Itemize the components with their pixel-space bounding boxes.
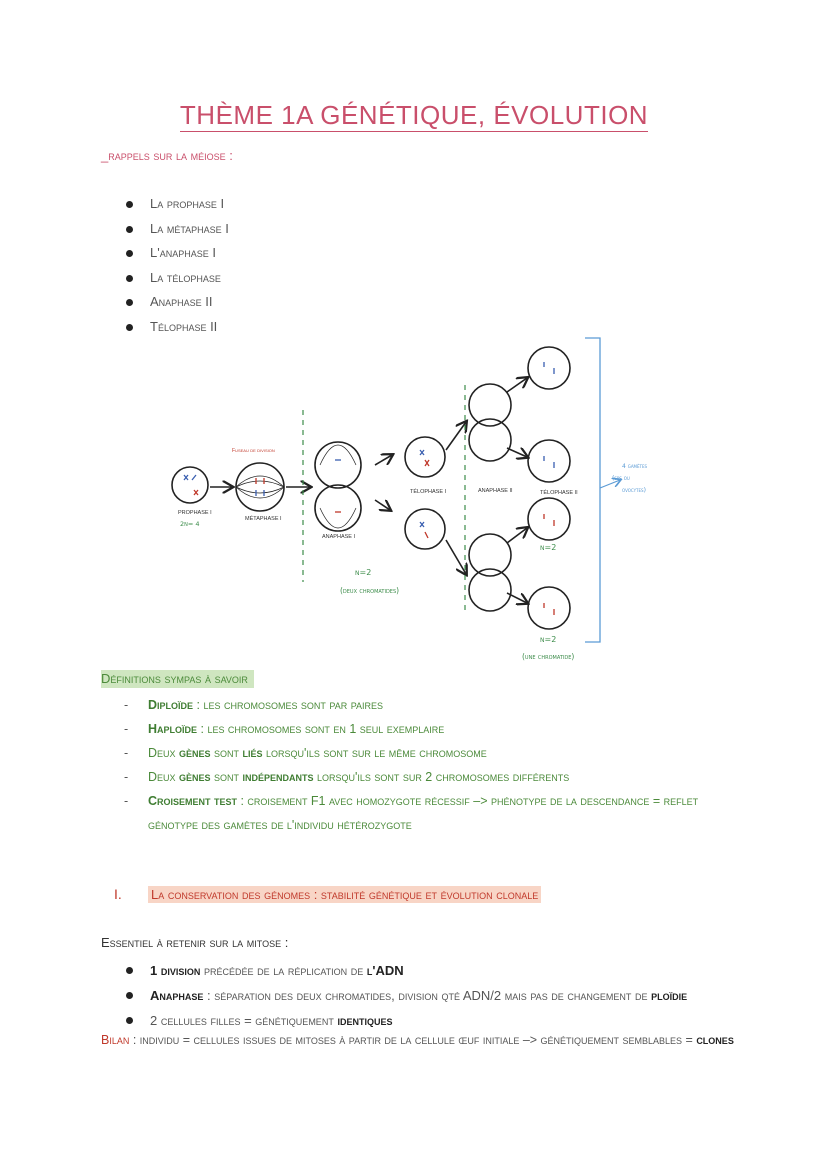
gametes-label: ovocytes) — [622, 487, 646, 494]
section-number: I. — [114, 886, 122, 902]
anaphase2-label: ANAPHASE II — [478, 488, 513, 494]
section-title: La conservation des génomes : stabilité génétique et évolution clonale — [148, 886, 541, 903]
anaphase-label: ANAPHASE I — [322, 534, 356, 540]
n2-label: n=2 — [355, 568, 372, 577]
meiose-heading: _rappels sur la méiose : — [101, 148, 233, 163]
definition-item: - Deux gènes sont liés lorsqu'ils sont sur le même chromosome — [148, 741, 748, 765]
mitose-item: Anaphase : séparation des deux chromatides, division qté ADN/2 mais pas de changement de ploïdie — [150, 983, 687, 1008]
phase-list — [150, 192, 229, 339]
gametes-label: (sps ou — [612, 475, 630, 482]
definition-item: - Deux gènes sont indépendants lorsqu'ils sont sur 2 chromosomes différents — [148, 765, 748, 789]
arrow — [507, 378, 527, 392]
telophase-cell-top — [405, 437, 445, 477]
anaphase-cell-bottom — [315, 485, 361, 531]
n2-label: n=2 — [540, 543, 557, 552]
arrow — [446, 540, 466, 574]
prophase-cell — [172, 467, 208, 503]
page-title: THÈME 1A GÉNÉTIQUE, ÉVOLUTION — [179, 100, 649, 130]
phase-item: L'anaphase I — [150, 241, 229, 266]
metaphase-cell — [236, 463, 284, 511]
phase-item: Anaphase II — [150, 290, 229, 315]
ploidy-label: 2n= 4 — [180, 520, 200, 528]
telophase-cell-bottom — [405, 509, 445, 549]
arrow — [507, 528, 527, 543]
telophase-label: TÉLOPHASE I — [410, 489, 447, 495]
phase-item: La métaphase I — [150, 217, 229, 242]
metaphase-label: MÉTAPHASE I — [245, 516, 282, 522]
definition-item: - Diploïde : les chromosomes sont par paires — [148, 693, 748, 717]
arrow — [446, 422, 466, 450]
phase-item: Télophase II — [150, 315, 229, 340]
gamete-bracket — [585, 338, 600, 642]
deux-chromatides-label: (deux chromatides) — [340, 586, 400, 595]
bilan-bold: clones — [696, 1033, 734, 1047]
anaphase-cell-top — [315, 442, 361, 488]
une-chromatide-label: (une chromatide) — [522, 652, 575, 661]
meiosis-diagram — [160, 330, 680, 670]
gametes-label: 4 gamètes — [622, 463, 648, 470]
gamete-cell — [528, 498, 570, 540]
bilan — [101, 1033, 734, 1047]
gamete-cell — [528, 587, 570, 629]
arrow — [375, 455, 392, 465]
arrow — [507, 448, 527, 457]
definition-item: - Croisement test : croisement F1 avec homozygote récessif –> phénotype de la descendance = reflet génotype des gamètes de l'individu hétérozygote — [148, 789, 748, 837]
phase-item: La télophase — [150, 266, 229, 291]
fuseau-label: Fuseau de division — [232, 448, 275, 454]
bilan-text: : individu = cellules issues de mitoses à partir de la cellule œuf initiale –> génétiquement semblables = — [129, 1033, 697, 1047]
gamete-cell — [528, 347, 570, 389]
arrow — [375, 500, 390, 510]
telophase2-label: TÉLOPHASE II — [540, 490, 578, 496]
mitose-item: 1 division précédée de la réplication de l'ADN — [150, 958, 687, 983]
phase-item: La prophase I — [150, 192, 229, 217]
prophase-label: PROPHASE I — [178, 510, 212, 516]
bilan-label: Bilan — [101, 1033, 130, 1047]
mitose-list — [150, 958, 687, 1033]
definitions-heading: Définitions sympas à savoir — [101, 670, 254, 688]
gamete-cell — [528, 440, 570, 482]
mitose-heading: Essentiel à retenir sur la mitose : — [101, 935, 289, 950]
n2-label: n=2 — [540, 635, 557, 644]
mitose-item: 2 cellules filles = génétiquement identiques — [150, 1008, 687, 1033]
definition-item: - Haploïde : les chromosomes sont en 1 seul exemplaire — [148, 717, 748, 741]
definitions-list — [148, 693, 748, 837]
